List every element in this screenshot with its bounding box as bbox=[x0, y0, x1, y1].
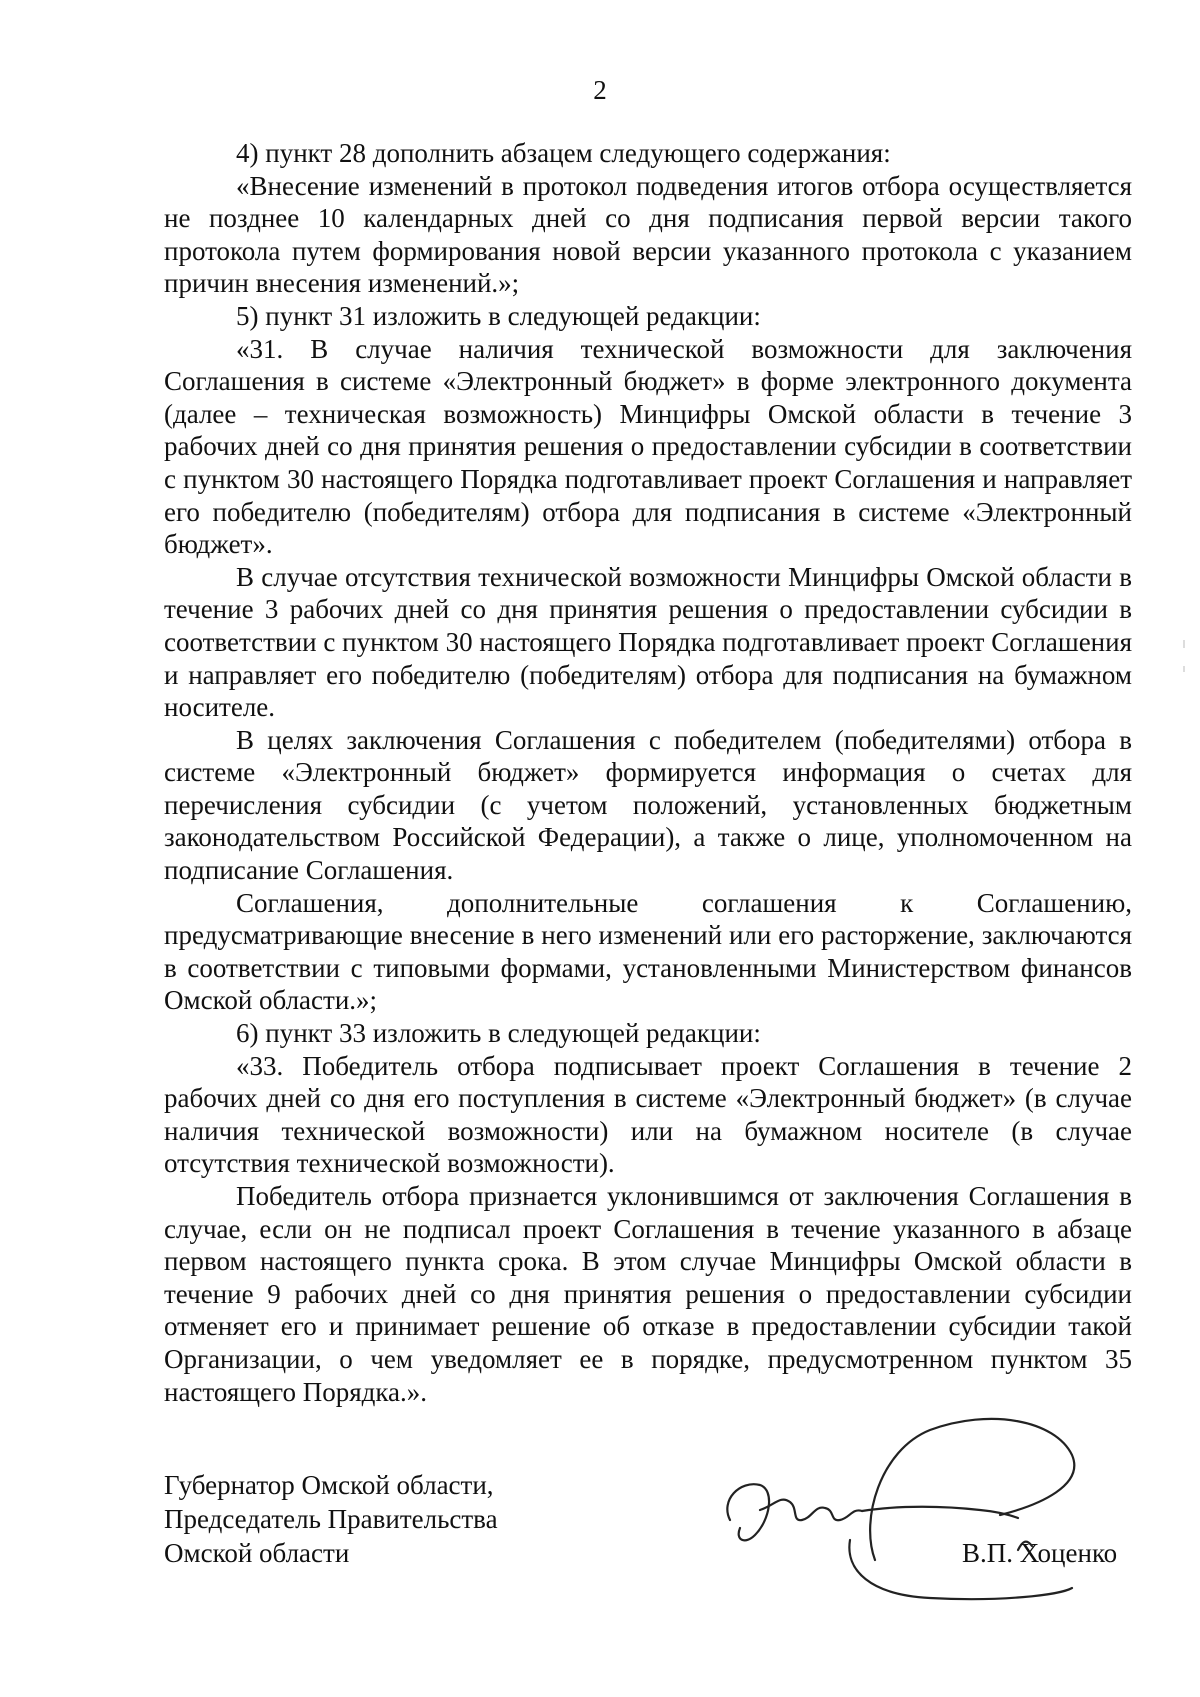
page-number: 2 bbox=[593, 75, 607, 105]
signatory-title-line: Председатель Правительства bbox=[164, 1504, 498, 1534]
signatory-name: В.П. Хоценко bbox=[962, 1538, 1118, 1568]
paragraph-item-6: 6) пункт 33 изложить в следующей редакции: bbox=[236, 1018, 761, 1049]
signatory-title-line: Губернатор Омской области, bbox=[164, 1470, 494, 1500]
paragraph-evasion: Победитель отбора признается уклонившимся от заключения Соглашения в случае, если он не подписал проект Соглашения в течение указанного в абзаце первом настоящего пункта срока. В этом случае Минцифры Омской области в течение 9 рабочих дней со дня принятия решения о предоставлении субсидии отменяет его и принимает решение об отказе в предоставлении субсидии такой Организации, о чем уведомляет ее в порядке, предусмотренном пунктом 35 настоящего Порядка.». bbox=[164, 1181, 1132, 1407]
signatory-title-line: Омской области bbox=[164, 1538, 350, 1568]
paragraph-item-4: 4) пункт 28 дополнить абзацем следующего содержания: bbox=[236, 138, 891, 168]
scan-edge-mark bbox=[1180, 640, 1188, 680]
signatory-title bbox=[164, 1468, 498, 1570]
quoted-paragraph-31: «31. В случае наличия технической возможности для заключения Соглашения в системе «Электронный бюджет» в форме электронного документа (далее – техническая возможность) Минцифры Омской области в течение 3 рабочих дней со дня принятия решения о предоставлении субсидии в соответствии с пунктом 30 настоящего Порядка подготавливает проект Соглашения и направляет его победителю (победителям) отбора для подписания в системе «Электронный бюджет». bbox=[164, 333, 1132, 560]
quoted-paragraph-28: «Внесение изменений в протокол подведения итогов отбора осуществляется не позднее 10 календарных дней со дня подписания первой версии такого протокола путем формирования новой версии указанного протокола с указанием причин внесения изменений.»; bbox=[164, 170, 1132, 299]
paragraph-item-5: 5) пункт 31 изложить в следующей редакции: bbox=[236, 300, 761, 331]
document-body bbox=[164, 137, 1132, 1408]
paragraph-accounts-info: В целях заключения Соглашения с победителем (победителями) отбора в системе «Электронный бюджет» формируется информация о счетах для перечисления субсидии (с учетом положений, установленных бюджетным законодательством Российской Федерации), а также о лице, уполномоченном на подписание Соглашения. bbox=[164, 724, 1132, 886]
paragraph-agreement-forms: Соглашения, дополнительные соглашения к Соглашению, предусматривающие внесение в него изменений или его расторжение, заключаются в соответствии с типовыми формами, установленными Министерством финансов Омской области.»; bbox=[164, 887, 1132, 1016]
quoted-paragraph-33: «33. Победитель отбора подписывает проект Соглашения в течение 2 рабочих дней со дня его поступления в системе «Электронный бюджет» (в случае наличия технической возможности) или на бумажном носителе (в случае отсутствия технической возможности). bbox=[164, 1050, 1132, 1179]
handwritten-signature bbox=[700, 1410, 1150, 1610]
paragraph-no-technical-possibility: В случае отсутствия технической возможности Минцифры Омской области в течение 3 рабочих дней со дня принятия решения о предоставлении субсидии в соответствии с пунктом 30 настоящего Порядка подготавливает проект Соглашения и направляет его победителю (победителям) отбора для подписания на бумажном носителе. bbox=[164, 561, 1132, 723]
